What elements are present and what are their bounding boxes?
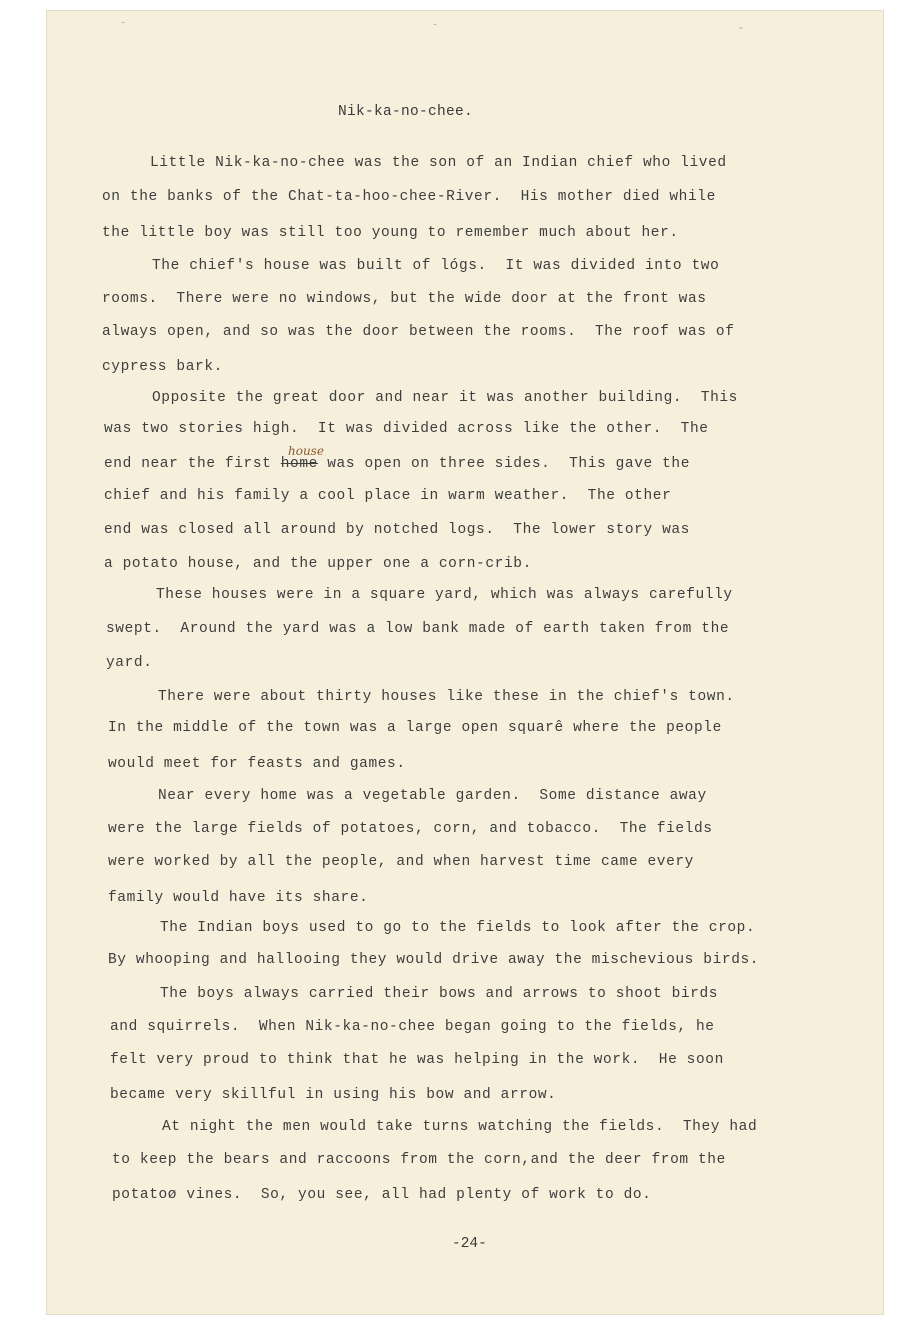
text-line: the little boy was still too young to remember much about her. [102,225,679,241]
text-line: In the middle of the town was a large open squarê where the people [108,720,722,736]
struck-word: home [280,456,318,472]
text-line: to keep the bears and raccoons from the corn,and the deer from the [112,1152,726,1168]
text-line: would meet for feasts and games. [108,756,406,772]
text-line: rooms. There were no windows, but the wide door at the front was [102,291,707,307]
page-number: -24- [452,1236,487,1252]
text-line: were the large fields of potatoes, corn, and tobacco. The fields [108,821,713,837]
text-line: There were about thirty houses like these in the chief's town. [158,689,735,705]
text-line: swept. Around the yard was a low bank made of earth taken from the [106,621,730,637]
text-segment: was open on three sides. This gave the [317,456,691,472]
text-line: end was closed all around by notched logs. The lower story was [104,522,690,538]
text-line: potatoø vines. So, you see, all had plenty of work to do. [112,1187,652,1203]
text-line: family would have its share. [108,890,369,906]
text-line-with-correction [104,455,690,473]
text-line: The boys always carried their bows and arrows to shoot birds [160,986,719,1002]
text-line: Little Nik-ka-no-chee was the son of an Indian chief who lived [150,155,727,171]
text-line: became very skillful in using his bow and arrow. [110,1087,557,1103]
text-line: on the banks of the Chat-ta-hoo-chee-River. His mother died while [102,189,716,205]
text-line: By whooping and hallooing they would drive away the mischevious birds. [108,952,760,968]
text-line: were worked by all the people, and when harvest time came every [108,854,694,870]
text-line: and squirrels. When Nik-ka-no-chee began going to the fields, he [110,1019,715,1035]
text-line: was two stories high. It was divided across like the other. The [104,421,709,437]
page-title: Nik-ka-no-chee. [338,104,474,120]
text-line: yard. [106,655,153,671]
text-line: always open, and so was the door between the rooms. The roof was of [102,324,735,340]
text-line: cypress bark. [102,359,223,375]
text-line: felt very proud to think that he was helping in the work. He soon [110,1052,724,1068]
text-line: chief and his family a cool place in warm weather. The other [104,488,672,504]
text-line: At night the men would take turns watching the fields. They had [162,1119,758,1135]
text-line: Near every home was a vegetable garden. Some distance away [158,788,707,804]
paper-speck: - [738,24,745,35]
text-line: These houses were in a square yard, which was always carefully [156,587,733,603]
paper-speck: ˘ [432,24,439,35]
text-line: a potato house, and the upper one a corn-crib. [104,556,532,572]
text-segment: end near the first [104,456,281,472]
handwritten-correction: house [288,444,324,458]
paper-speck: ˘ [120,22,127,33]
text-line: The Indian boys used to go to the fields to look after the crop. [160,920,756,936]
text-line: The chief's house was built of lógs. It was divided into two [152,258,720,274]
text-line: Opposite the great door and near it was another building. This [152,390,738,406]
